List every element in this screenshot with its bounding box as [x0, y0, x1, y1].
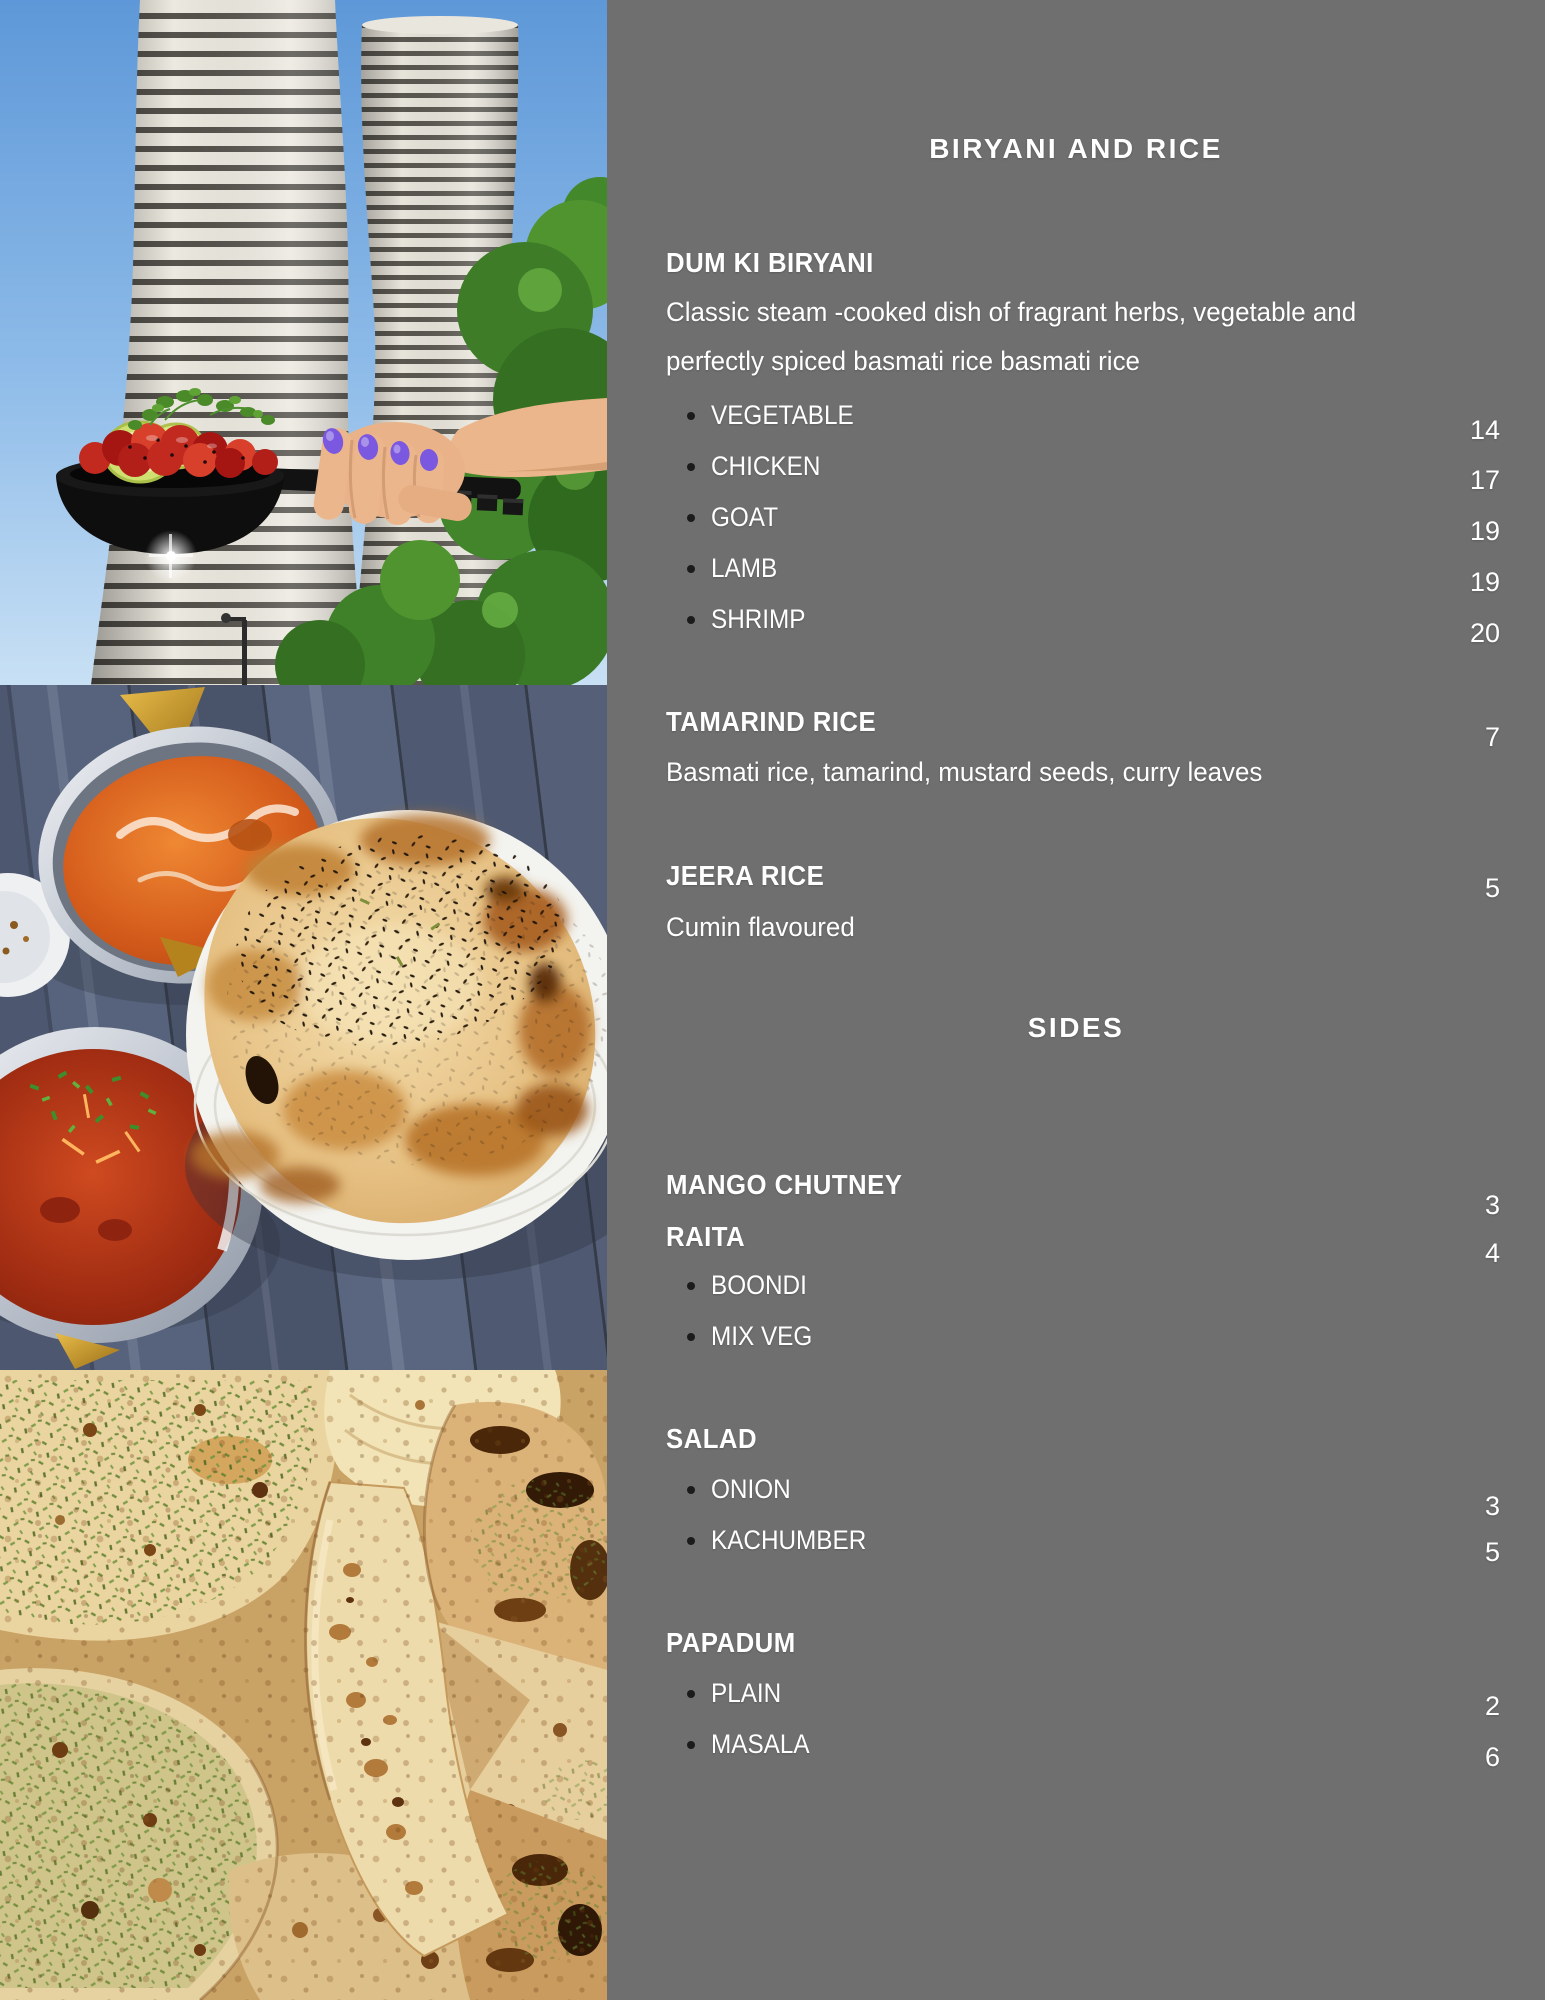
- option-row: [666, 543, 870, 594]
- towers-pan-photo: [0, 0, 607, 685]
- price: 19: [1469, 567, 1500, 597]
- naan-closeup-photo: [0, 1370, 607, 2000]
- menu-panel: [607, 0, 1545, 2000]
- option-row: [666, 1668, 821, 1719]
- option-row: [666, 390, 870, 441]
- price: 2: [1484, 1691, 1500, 1721]
- option-row: [666, 1311, 824, 1362]
- option-label: LAMB: [711, 553, 778, 583]
- option-label: KACHUMBER: [711, 1525, 867, 1555]
- group-name-mango-chutney: MANGO CHUTNEY: [666, 1169, 903, 1200]
- group-description-line: perfectly spiced basmati rice basmati rice: [666, 346, 1140, 376]
- option-row: [666, 1260, 824, 1311]
- option-row: [666, 1464, 884, 1515]
- option-label: CHICKEN: [711, 451, 821, 481]
- price: 5: [1484, 1537, 1500, 1567]
- group-name-tamarind-rice: TAMARIND RICE: [666, 706, 877, 737]
- price: 6: [1484, 1742, 1500, 1772]
- group-name-raita: RAITA: [666, 1221, 746, 1252]
- price: 4: [1484, 1238, 1500, 1268]
- price: 19: [1469, 516, 1500, 546]
- price: 7: [1484, 722, 1500, 752]
- price: 20: [1469, 618, 1500, 648]
- group-name-papadum: PAPADUM: [666, 1627, 796, 1658]
- option-label: MASALA: [711, 1729, 810, 1759]
- options-list-biryani: [666, 390, 870, 645]
- option-row: [666, 492, 870, 543]
- options-list-papadum: [666, 1668, 821, 1770]
- option-label: PLAIN: [711, 1678, 782, 1708]
- plate-and-kulcha: [186, 810, 607, 1260]
- option-label: VEGETABLE: [711, 400, 854, 430]
- option-label: SHRIMP: [711, 604, 806, 634]
- price: 3: [1484, 1491, 1500, 1521]
- group-name-salad: SALAD: [666, 1423, 758, 1454]
- option-label: ONION: [711, 1474, 791, 1504]
- group-name-jeera-rice: JEERA RICE: [666, 860, 825, 891]
- option-row: [666, 1719, 821, 1770]
- price: 17: [1469, 465, 1500, 495]
- group-name-dum-ki-biryani: DUM KI BIRYANI: [666, 247, 874, 278]
- sun-glint: [145, 530, 197, 582]
- option-label: BOONDI: [711, 1270, 807, 1300]
- group-description-line: Classic steam -cooked dish of fragrant herbs, vegetable and: [666, 297, 1357, 327]
- price: 5: [1484, 873, 1500, 903]
- price: 14: [1469, 415, 1500, 445]
- option-row: [666, 1515, 884, 1566]
- section-title-biryani-and-rice: BIRYANI AND RICE: [929, 133, 1223, 164]
- option-label: MIX VEG: [711, 1321, 813, 1351]
- section-title-sides: SIDES: [1027, 1012, 1125, 1043]
- options-list-salad: [666, 1464, 884, 1566]
- group-description-line: Cumin flavoured: [666, 912, 855, 942]
- option-label: GOAT: [711, 502, 779, 532]
- curry-and-kulcha-photo: [0, 685, 607, 1370]
- photo-column: [0, 0, 607, 2000]
- option-row: [666, 441, 870, 492]
- price: 3: [1484, 1190, 1500, 1220]
- option-row: [666, 594, 870, 645]
- options-list-raita: [666, 1260, 824, 1362]
- group-description-line: Basmati rice, tamarind, mustard seeds, curry leaves: [666, 757, 1263, 787]
